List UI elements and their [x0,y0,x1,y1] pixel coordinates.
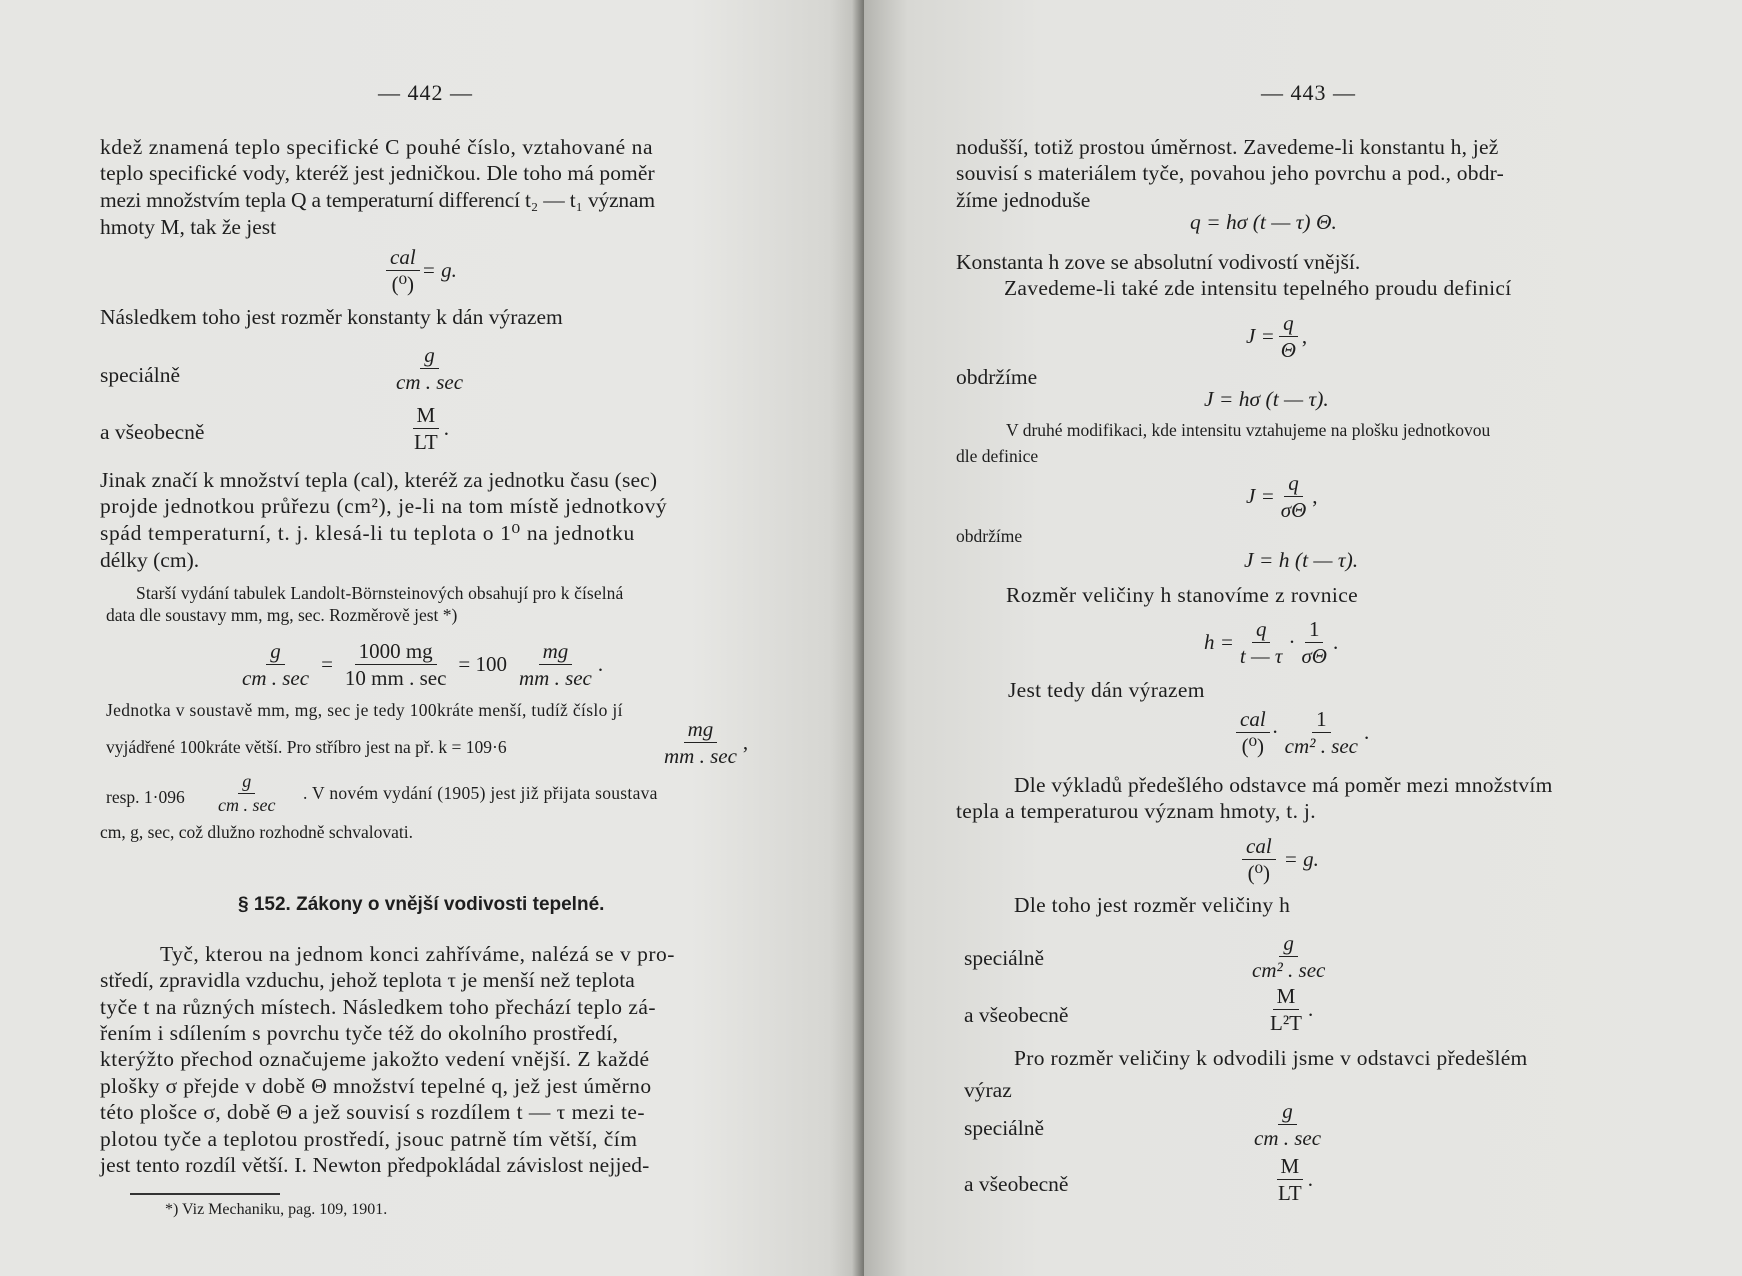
text-line: plotou tyče a teplotou prostředí, jsouc patrně tím větší, čím [100,1127,638,1151]
equation-rhs: = g. [1283,847,1319,872]
small-text-line: cm, g, sec, což dlužno rozhodně schvalovati. [100,822,413,842]
punctuation: . [1364,720,1370,745]
equation-line: q = hσ (t — τ) Θ. [1190,210,1337,234]
dimension-special [1246,932,1331,981]
numerator: g [266,640,285,665]
text-line: výraz [964,1078,1012,1102]
denominator: LT [1278,1181,1302,1206]
denominator: cm . sec [1254,1126,1322,1151]
equals-100: = 100 [458,652,507,677]
text-line: spád temperaturní, t. j. klesá-li tu teplota o 1⁰ na jednotku [100,521,635,545]
small-text-line: obdržíme [956,526,1023,546]
dimension-general-k [1272,1155,1313,1204]
text-line: plošky σ přejde v době Θ množství tepelné q, jež jest úměrno [100,1074,652,1098]
denominator: 10 mm . sec [344,666,447,691]
dimension-general [1264,985,1313,1034]
small-text-line: vyjádřené 100kráte větší. Pro stříbro jest na př. k = 109·6 [106,737,507,757]
numerator: M [1273,985,1300,1010]
text-line: nodušší, totiž prostou úměrnost. Zavedeme-li konstantu h, jež [956,135,1499,159]
text-line: délky (cm). [100,548,200,572]
text-line: středí, zpravidla vzduchu, jehož teplota τ je menší než teplota [100,968,635,992]
numerator: cal [386,246,420,271]
numerator: g [1278,1100,1297,1125]
equation-J-def-unit [1246,472,1318,521]
punctuation: . [1307,997,1314,1022]
text-line: projde jednotkou průřezu (cm²), je-li na tom místě jednotkový [100,494,668,518]
punctuation: . [1332,630,1339,655]
punctuation: . [1307,1167,1313,1192]
numerator: 1 [1305,618,1324,643]
text-line: řením i sdílením s povrchu tyče též do okolního prostředí, [100,1021,619,1045]
operator: · [1271,720,1279,745]
footnote: *) Viz Mechaniku, pag. 109, 1901. [165,1201,388,1218]
denominator: t — τ [1239,644,1283,669]
punctuation: . [443,416,449,441]
definition-text: Konstanta h zove se absolutní vodivostí vnější. [956,250,1361,274]
small-text-line: . V novém vydání (1905) jest již přijata soustava [303,783,658,803]
text-line: a všeobecně [100,420,205,444]
text-line: Jest tedy dán výrazem [1008,678,1205,702]
denominator: mm . sec [664,744,737,769]
equation-line: J = h (t — τ). [1244,548,1359,572]
numerator: cal [1242,835,1276,860]
dimension-special [390,344,469,393]
text-line: kdež znamená teplo specifické C pouhé číslo, vztahované na [100,135,654,159]
section-title: § 152. Zákony o vnější vodivosti tepelné. [238,894,605,915]
text-line [956,252,1360,274]
text-line: speciálně [964,946,1044,970]
text-line: hmoty M, tak že jest [100,215,277,239]
small-text-line: Starší vydání tabulek Landolt-Börnsteinových obsahují pro k číselná [136,583,624,603]
punctuation: . [597,652,604,677]
equation-lhs: J = [1246,484,1275,509]
numerator: mg [684,718,718,743]
text-line: Pro rozměr veličiny k odvodili jsme v odstavci předešlém [1014,1046,1528,1070]
section-heading [238,894,604,914]
text-line: Dle toho jest rozměr veličiny h [1014,893,1291,917]
denominator: (⁰) [1241,734,1265,759]
equation-lhs: h = [1204,630,1234,655]
denominator: cm² . sec [1284,734,1359,759]
text-line: Následkem toho jest rozměr konstanty k dán výrazem [100,305,563,329]
equation-cal-deg [384,246,457,295]
numerator: M [413,404,440,429]
small-text-line: resp. 1·096 [106,787,185,807]
equation-lhs: J = [1246,324,1275,349]
page-number: — 442 — [378,80,473,105]
denominator: σΘ [1280,498,1307,523]
text-line: teplo specifické vody, kteréž jest jedničkou. Dle toho má poměr [100,161,655,185]
text-line: tepla a temperaturou význam hmoty, t. j. [956,799,1316,823]
text-line: tyče t na různých místech. Následkem toho přechází teplo zá- [100,995,656,1019]
text-line: této plošce σ, době Θ a jež souvisí s rozdílem t — τ mezi te- [100,1100,646,1124]
denominator: mm . sec [518,666,592,691]
numerator: q [1279,312,1298,337]
text-line: speciálně [100,363,180,387]
equation-h [1204,618,1338,667]
text-line: Rozměr veličiny h stanovíme z rovnice [1006,583,1359,607]
denominator: (⁰) [1247,861,1271,886]
equation-line: J = hσ (t — τ). [1204,387,1329,411]
text-line: Dle výkladů předešlého odstavce má poměr mezi množstvím [1014,773,1553,797]
numerator: g [420,344,439,369]
text-line: Jinak značí k množství tepla (cal), kteréž za jednotku času (sec) [100,468,658,492]
equation-cal-deg [1240,835,1325,884]
numerator: M [1277,1155,1304,1180]
denominator: cm . sec [218,794,276,815]
small-text-line: Jednotka v soustavě mm, mg, sec je tedy 100kráte menší, tudíž číslo jí [106,700,623,720]
denominator: σΘ [1301,644,1327,669]
footnote-rule [130,1193,280,1195]
text-line: a všeobecně [964,1172,1069,1196]
denominator: cm . sec [242,666,310,691]
punctuation: , [1301,324,1308,349]
equation-dimension [1234,708,1369,757]
numerator: g [238,772,255,794]
numerator: cal [1236,708,1270,733]
text-line: Tyč, kterou na jednom konci zahříváme, nalézá se v pro- [160,942,675,966]
dimension-special-k [1248,1100,1327,1149]
text-line: souvisí s materiálem tyče, povahou jeho povrchu a pod., obdr- [956,161,1504,185]
page-number: — 443 — [1261,80,1356,105]
equation-rhs: = g. [421,258,457,283]
equals: = [321,652,333,677]
denominator: cm² . sec [1252,958,1326,983]
punctuation: , [742,730,749,755]
text-line: žíme jednoduše [956,188,1091,212]
equation-units [236,640,603,689]
left-page [0,0,864,1276]
small-text-line: dle definice [956,446,1039,466]
text-line: obdržíme [956,365,1038,389]
numerator: g [1279,932,1298,957]
denominator: (⁰) [391,272,415,297]
small-text-line: V druhé modifikaci, kde intensitu vztahujeme na plošku jednotkovou [1006,420,1491,440]
text-line: jest tento rozdíl větší. I. Newton předpokládal závislost nejjed- [100,1153,650,1177]
text-line: speciálně [964,1116,1044,1140]
small-text-line: data dle soustavy mm, mg, sec. Rozměrově jest *) [106,605,458,625]
numerator: 1000 mg [355,640,437,665]
denominator: cm . sec [396,370,464,395]
text-line: kterýžto přechod označujeme jakožto vedení vnější. Z každé [100,1047,650,1071]
silver-units [658,718,748,767]
punctuation: , [1312,484,1318,509]
denominator: LT [414,430,438,455]
operator: · [1288,630,1296,655]
silver-units-alt [212,772,281,815]
text-line: Zavedeme-li také zde intensitu tepelného proudu definicí [1004,276,1512,300]
dimension-general [408,404,449,453]
numerator: q [1284,472,1303,497]
denominator: Θ [1280,338,1296,363]
right-page [864,0,1742,1276]
text-line: a všeobecně [964,1003,1069,1027]
text-line: mezi množstvím tepla Q a temperaturní differencí t₂ — t₁ význam [100,188,655,212]
numerator: 1 [1312,708,1331,733]
numerator: q [1252,618,1271,643]
equation-J-def [1246,312,1307,361]
denominator: L²T [1270,1011,1302,1036]
numerator: mg [539,640,573,665]
